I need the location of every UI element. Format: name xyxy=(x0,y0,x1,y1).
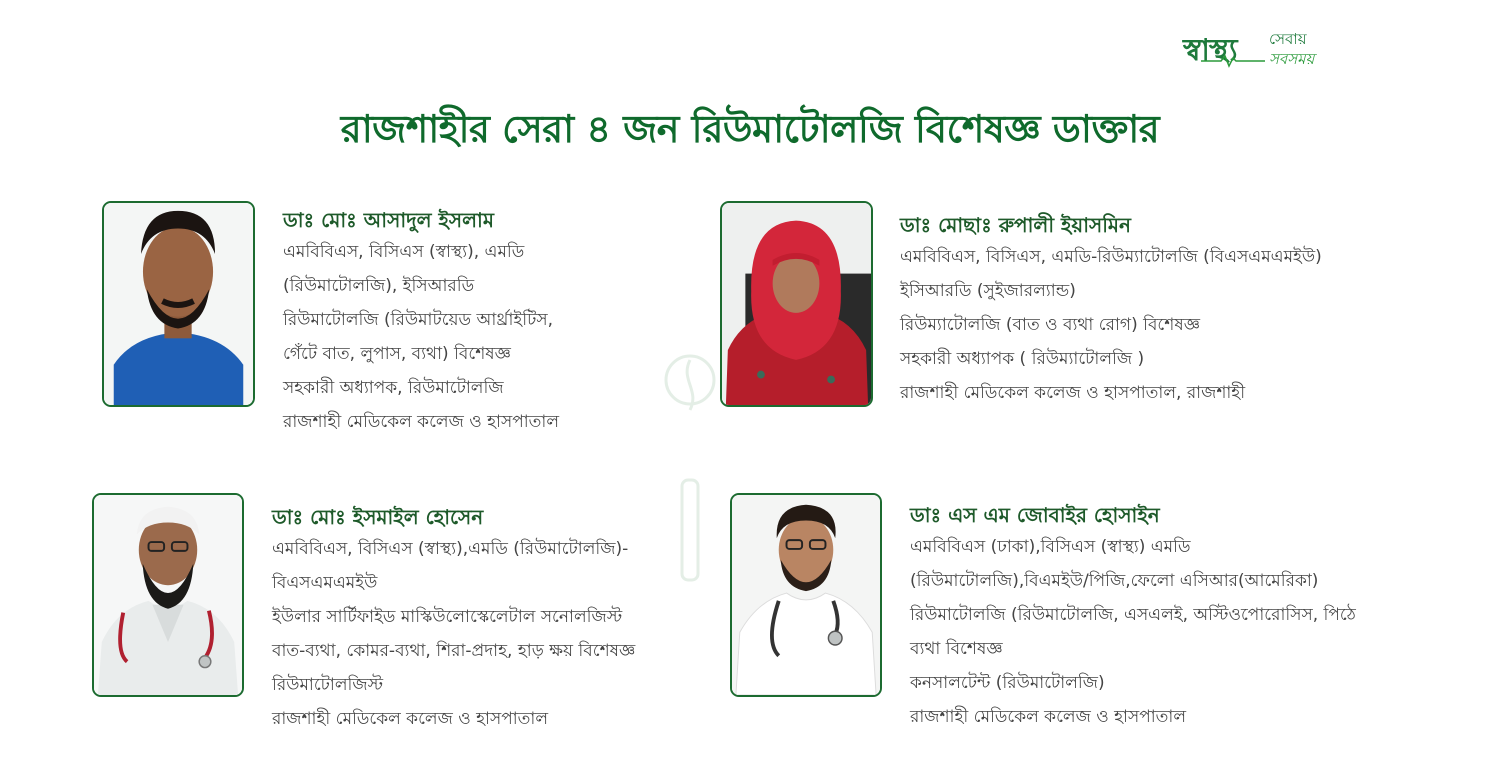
doctor-detail-line: রাজশাহী মেডিকেল কলেজ ও হাসপাতাল, রাজশাহী xyxy=(900,383,1246,403)
doctor-card-3 xyxy=(272,502,635,736)
site-logo xyxy=(1183,24,1353,74)
doctor-card-2 xyxy=(900,210,1322,410)
doctor-card-1 xyxy=(283,205,559,439)
page-title: রাজশাহীর সেরা ৪ জন রিউমাটোলজি বিশেষজ্ঞ ডাক্তার xyxy=(340,107,1160,151)
doctor-detail-line: এমবিবিএস, বিসিএস (স্বাস্থ্য),এমডি (রিউমাটোলজি)- xyxy=(272,539,629,559)
logo-sub-text-2: সবসময় xyxy=(1269,50,1315,68)
doctor-detail-line: ইসিআরডি (সুইজারল্যান্ড) xyxy=(900,281,1076,301)
logo-main-text: স্বাস্থ্য xyxy=(1183,33,1237,68)
doctor-detail-line: (রিউমাটোলজি),বিএমইউ/পিজি,ফেলো এসিআর(আমেরিকা) xyxy=(910,571,1319,591)
doctor-detail-line: রাজশাহী মেডিকেল কলেজ ও হাসপাতাল xyxy=(272,709,549,729)
doctor-detail-line: ইউলার সার্টিফাইড মাস্কিউলোস্কেলেটাল সনোলজিস্ট xyxy=(272,607,623,627)
doctor-name: ডাঃ এস এম জোবাইর হোসাইন xyxy=(910,503,1160,527)
doctor-name: ডাঃ মোছাঃ রুপালী ইয়াসমিন xyxy=(900,213,1131,237)
doctor-detail-line: রিউম্যাটোলজি (বাত ও ব্যথা রোগ) বিশেষজ্ঞ xyxy=(900,315,1200,335)
doctor-detail-line: রিউমাটোলজি (রিউমাটোলজি, এসএলই, অস্টিওপোরোসিস, পিঠে xyxy=(910,605,1356,625)
doctor-photo xyxy=(92,493,244,697)
doctor-detail-line: গেঁটে বাত, লুপাস, ব্যথা) বিশেষজ্ঞ xyxy=(283,344,511,364)
doctor-name: ডাঃ মোঃ আসাদুল ইসলাম xyxy=(283,208,494,232)
doctor-detail-line: (রিউমাটোলজি), ইসিআরডি xyxy=(283,276,475,296)
doctor-card-4 xyxy=(910,500,1356,734)
doctor-photo xyxy=(730,493,882,697)
doctor-detail-line: রিউমাটোলজি (রিউমাটয়েড আর্থ্রাইটিস, xyxy=(283,310,553,330)
doctor-detail-line: রাজশাহী মেডিকেল কলেজ ও হাসপাতাল xyxy=(283,412,560,432)
doctor-detail-line: বাত-ব্যথা, কোমর-ব্যথা, শিরা-প্রদাহ, হাড় ক্ষয় বিশেষজ্ঞ xyxy=(272,641,636,661)
doctor-detail-line: সহকারী অধ্যাপক ( রিউম্যাটোলজি ) xyxy=(900,349,1145,369)
doctor-name: ডাঃ মোঃ ইসমাইল হোসেন xyxy=(272,505,484,529)
doctor-detail-line: এমবিবিএস, বিসিএস, এমডি-রিউম্যাটোলজি (বিএসএমএমইউ) xyxy=(900,247,1322,267)
watermark-icon xyxy=(660,340,720,600)
doctor-detail-line: এমবিবিএস (ঢাকা),বিসিএস (স্বাস্থ্য) এমডি xyxy=(910,537,1191,557)
doctor-detail-line: ব্যথা বিশেষজ্ঞ xyxy=(910,639,1003,659)
doctor-detail-line: রাজশাহী মেডিকেল কলেজ ও হাসপাতাল xyxy=(910,707,1187,727)
doctor-detail-line: বিএসএমএমইউ xyxy=(272,573,378,593)
heartbeat-icon xyxy=(1201,54,1265,68)
doctor-detail-line: কনসালটেন্ট (রিউমাটোলজি) xyxy=(910,673,1105,693)
doctor-detail-line: এমবিবিএস, বিসিএস (স্বাস্থ্য), এমডি xyxy=(283,242,525,262)
doctor-detail-line: রিউমাটোলজিস্ট xyxy=(272,675,384,695)
logo-sub-text-1: সেবায় xyxy=(1269,30,1307,48)
doctor-detail-line: সহকারী অধ্যাপক, রিউমাটোলজি xyxy=(283,378,504,398)
doctor-photo xyxy=(102,201,255,407)
doctor-photo xyxy=(720,201,873,407)
